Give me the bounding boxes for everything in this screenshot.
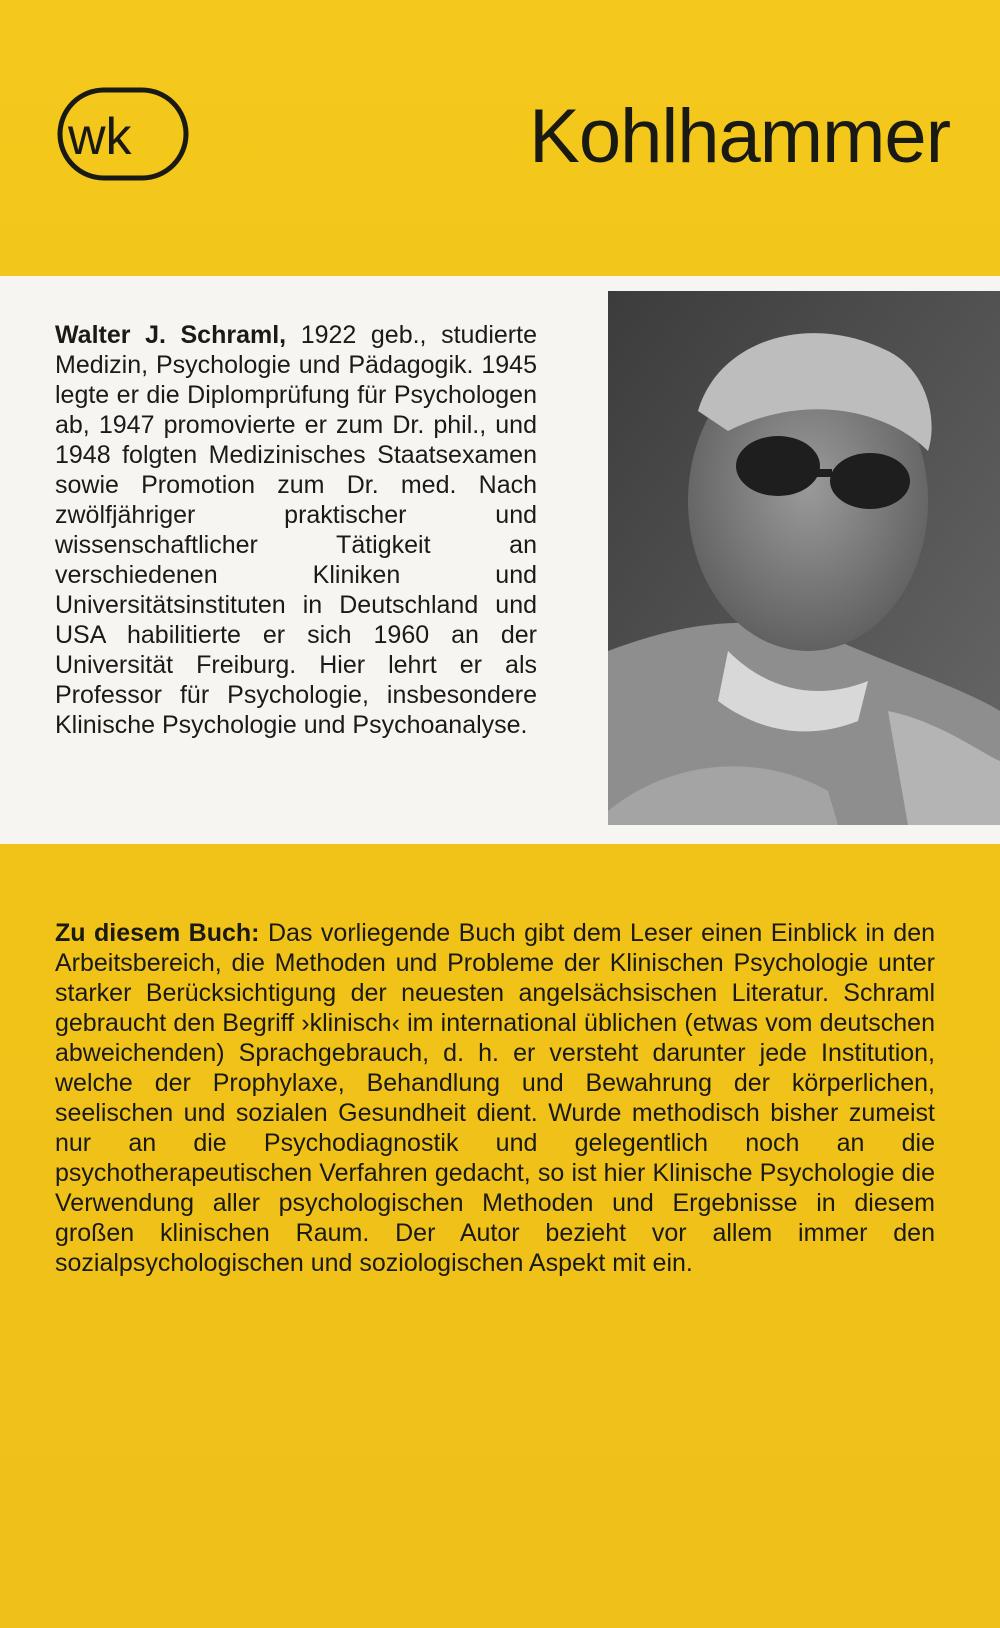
book-description — [55, 918, 935, 1278]
author-bio — [55, 320, 537, 740]
author-bio-text: 1922 geb., studierte Medizin, Psychologie und Pädagogik. 1945 legte er die Diplomprüfung für Psychologen ab, 1947 promovierte er zum Dr. phil., und 1948 folgten Medizinisches Staatsexamen sowie Promotion zum Dr. med. Nach zwölfjähriger praktischer und wissenschaftlicher Tätigkeit an verschiedenen Kliniken und Universitätsinstituten in Deutschland und USA habilitierte er sich 1960 an der Universität Freiburg. Hier lehrt er als Professor für Psychologie, insbesondere Klinische Psychologie und Psychoanalyse. — [55, 321, 537, 739]
wk-logo-icon — [56, 84, 190, 184]
book-description-heading: Zu diesem Buch: — [55, 919, 260, 947]
author-name: Walter J. Schraml, — [55, 321, 287, 349]
publisher-name: Kohlhammer — [529, 94, 950, 179]
logo-lettering: wk — [68, 108, 132, 166]
author-portrait-icon — [608, 291, 1000, 825]
author-photo — [608, 291, 1000, 825]
publisher-logo — [56, 84, 190, 184]
book-description-text: Das vorliegende Buch gibt dem Leser einen Einblick in den Arbeitsbereich, die Methoden und Probleme der Klinischen Psychologie unter starker Berücksichtigung der neuesten angelsächsischen Literatur. Schraml gebraucht den Begriff ›klinisch‹ im international üblichen (etwas vom deutschen abweichenden) Sprachgebrauch, d. h. er versteht darunter jede Institution, welche der Prophylaxe, Behandlung und Bewahrung der körperlichen, seelischen und sozialen Gesundheit dient. Wurde methodisch bisher zumeist nur an die Psychodiagnostik und gelegentlich noch an die psychotherapeutischen Verfahren gedacht, so ist hier Klinische Psychologie die Verwendung aller psychologischen Methoden und Ergebnisse in diesem großen klinischen Raum. Der Autor bezieht vor allem immer den sozialpsychologischen und soziologischen Aspekt mit ein. — [55, 919, 935, 1277]
